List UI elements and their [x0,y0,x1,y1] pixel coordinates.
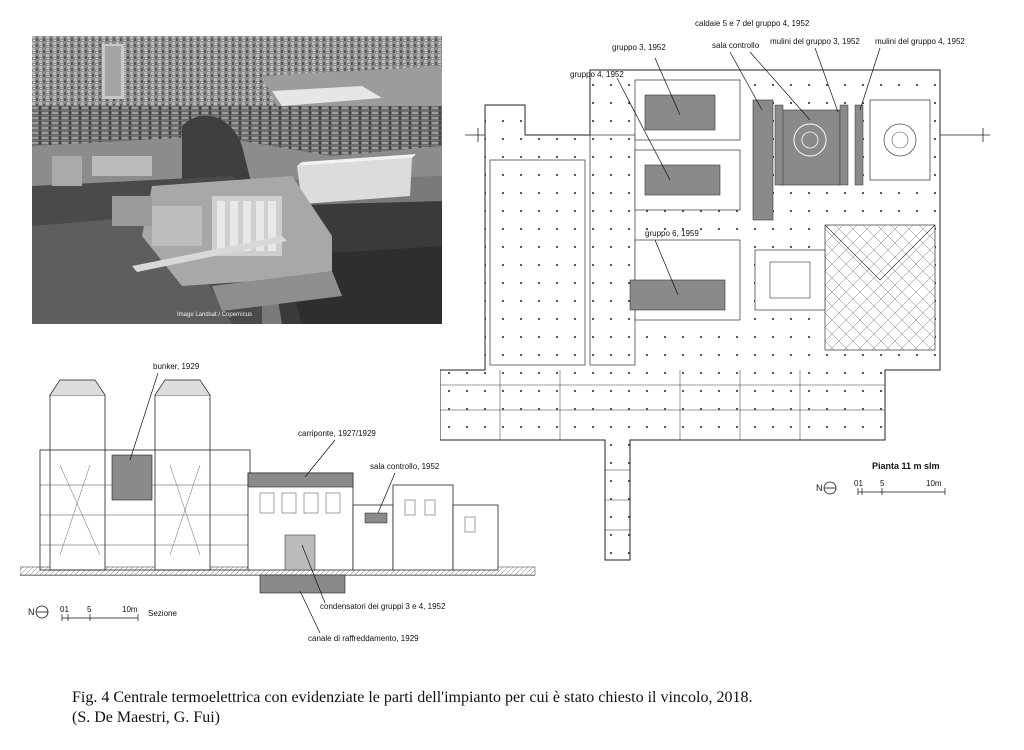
section-title: Sezione [148,609,177,618]
plan-north-label: N [816,483,823,493]
gruppo4-highlight [645,165,720,195]
section-north-label: N [28,607,35,617]
plan-scale-tick-10: 10m [926,479,942,488]
canale-highlight [260,575,345,593]
label-caldaie: caldaie 5 e 7 del gruppo 4, 1952 [695,19,810,28]
photo-watermark: Image Landsat / Copernicus [177,312,253,318]
label-mulini-gruppo3: mulini del gruppo 3, 1952 [770,37,860,46]
gruppo6-highlight [630,280,725,310]
caption-line-1: Fig. 4 Centrale termoelettrica con evidenziate le parti dell'impianto per cui è stato chiesto il vincolo, 2018. [72,689,753,706]
aerial-photo-image [32,36,442,324]
label-gruppo6: gruppo 6, 1959 [645,229,699,238]
plan-title: Pianta 11 m slm [872,461,940,471]
section-scale-tick-5: 5 [87,605,92,614]
bunker-highlight [112,455,152,500]
label-canale: canale di raffreddamento, 1929 [308,634,419,643]
label-condensatori: condensatori dei gruppi 3 e 4, 1952 [320,602,446,611]
label-mulini-gruppo4: mulini del gruppo 4, 1952 [875,37,965,46]
plan-scale-tick-0: 01 [854,479,863,488]
caldaie-highlight [780,110,840,185]
aerial-photo [32,36,442,324]
plan-scale-tick-5: 5 [880,479,885,488]
sala-controllo-section-highlight [365,513,387,523]
figure-caption [72,688,972,728]
label-gruppo4: gruppo 4, 1952 [570,70,624,79]
gruppo3-highlight [645,95,715,130]
sala-controllo-highlight [753,100,773,220]
section-scale-tick-10: 10m [122,605,138,614]
label-carriponte: carriponte, 1927/1929 [298,429,376,438]
label-bunker: bunker, 1929 [153,362,200,371]
label-sala-controllo-section: sala controllo, 1952 [370,462,440,471]
label-gruppo3: gruppo 3, 1952 [612,43,666,52]
caption-line-2: (S. De Maestri, G. Fui) [72,709,220,726]
section-drawing [20,355,540,655]
label-sala-controllo-plan: sala controllo [712,41,760,50]
carriponte-highlight [248,473,353,487]
section-drawing-image [20,355,540,655]
section-scale-tick-0: 01 [60,605,69,614]
